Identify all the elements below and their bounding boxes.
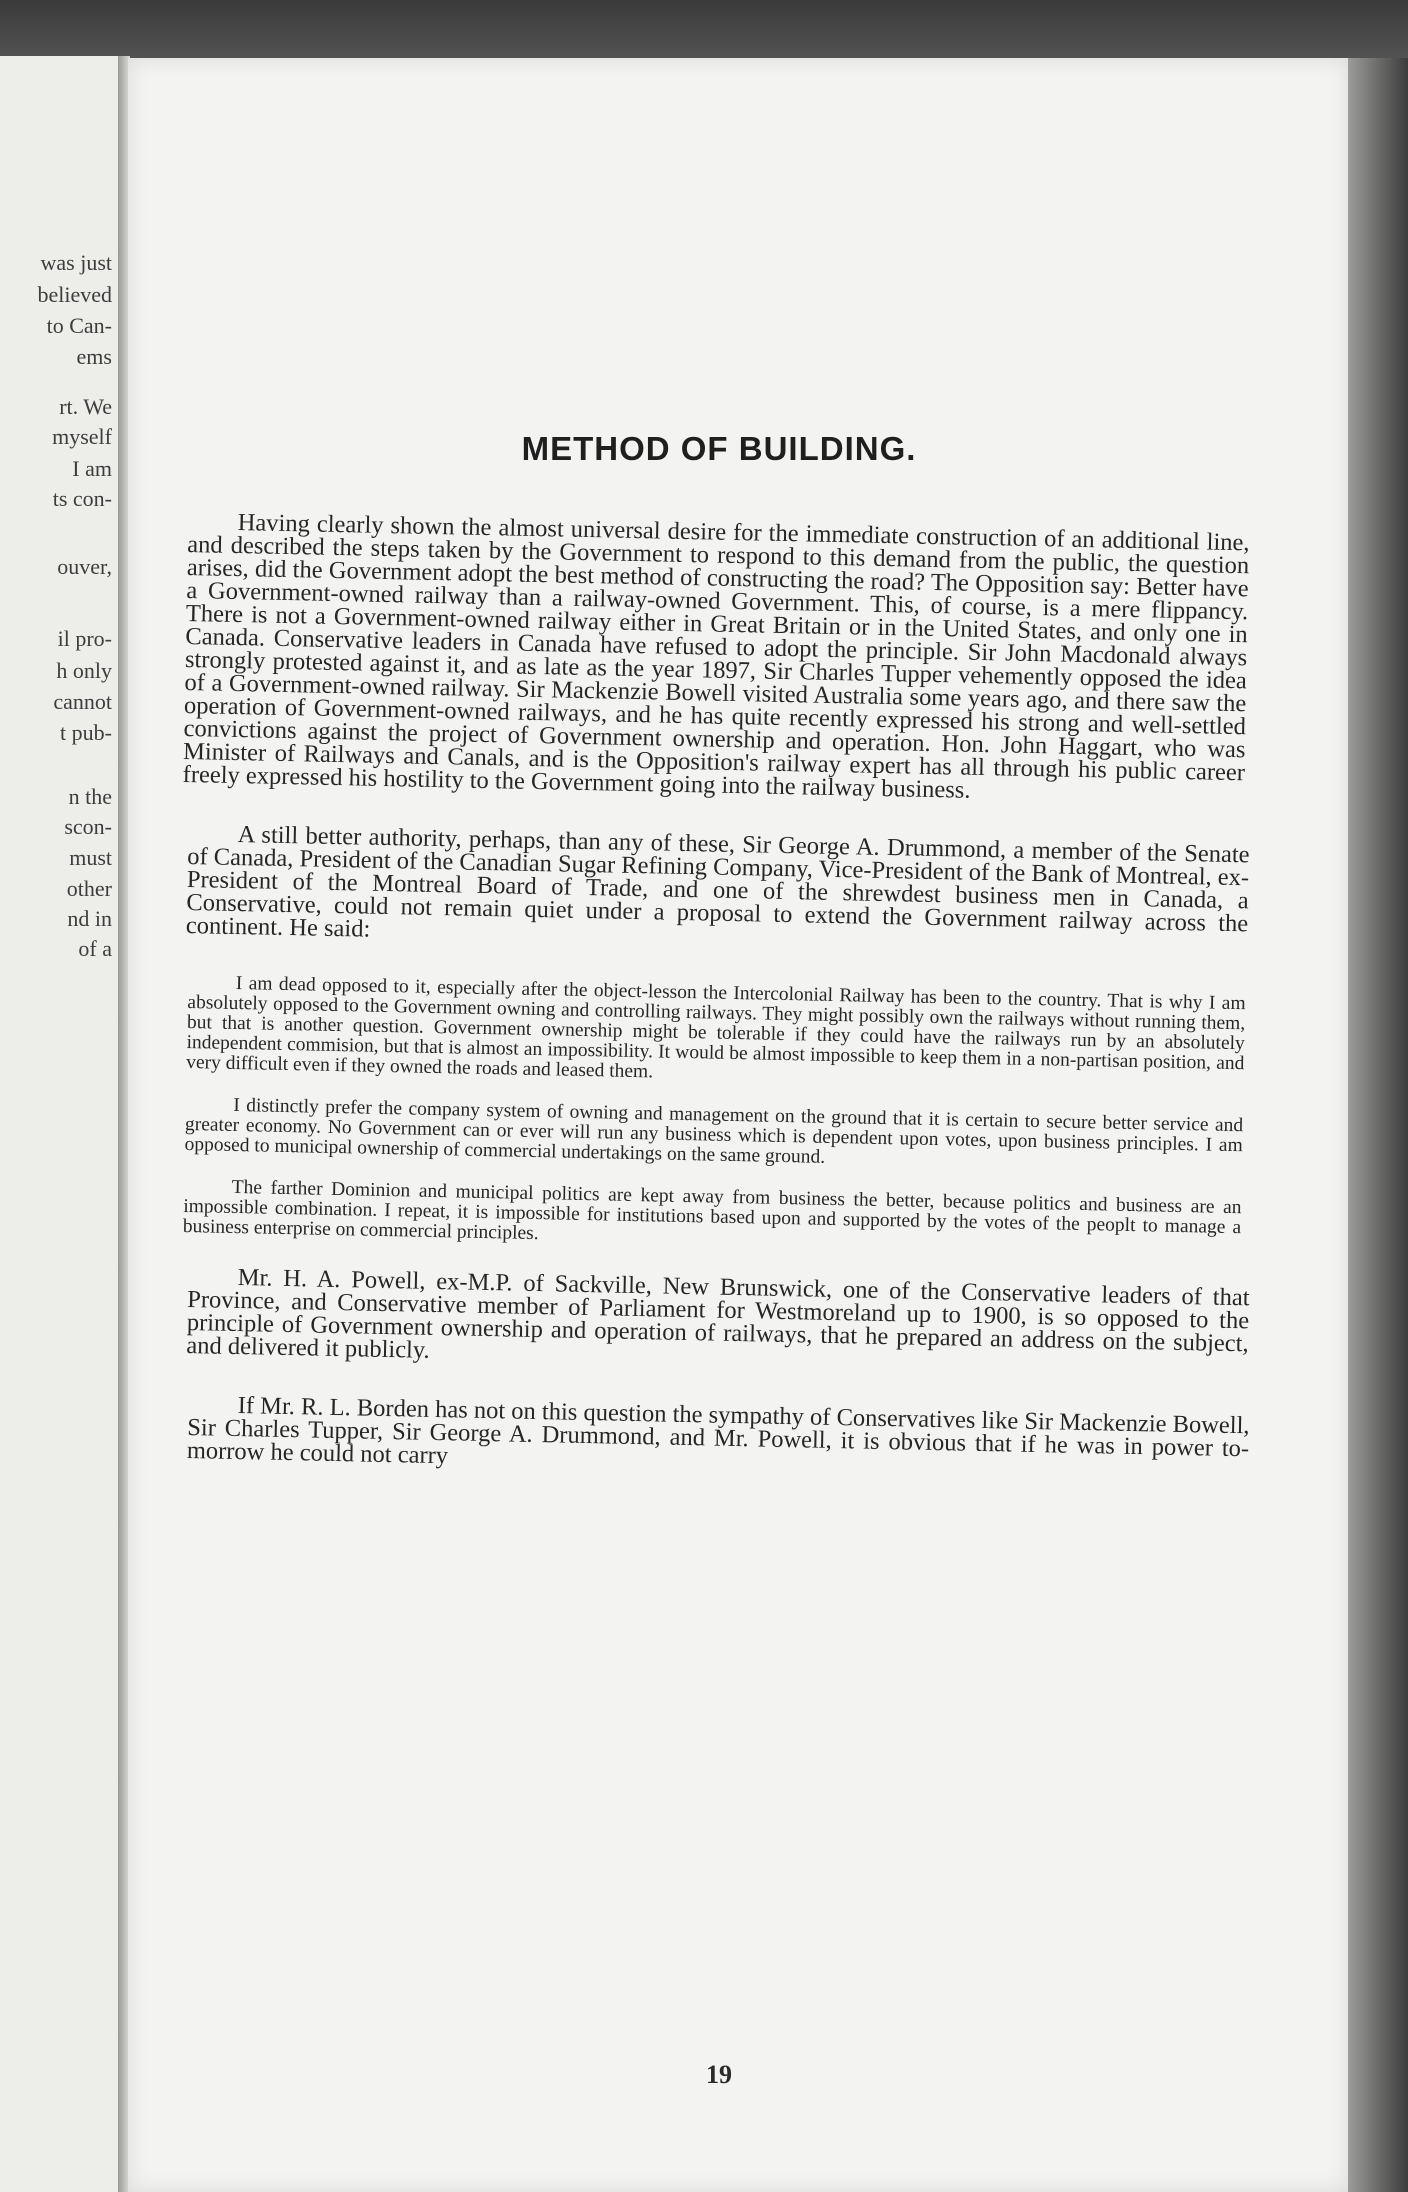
right-page-edge xyxy=(1348,58,1408,2192)
left-page-line: myself xyxy=(52,424,112,449)
paragraph-borden: If Mr. R. L. Borden has not on this question the sympathy of Conservatives like Sir Mackenzie Bowell, Sir Charles Tupper, Sir George A. Drummond, and Mr. Powell, it is obvious that if he was in power to-morrow he could not carry xyxy=(186,1392,1250,1470)
left-page-line: other xyxy=(66,876,112,901)
drummond-quotation xyxy=(183,973,1250,1258)
paragraph-intro: Having clearly shown the almost universal desire for the immediate construction of an additional line, and described the steps taken by the Government to respond to this demand from the public, the question arises, did the Government adopt the best method of constructing the road? The Opposition say: Better have a Government-owned railway than a railway-owned Government. This, of course, is a mere flippancy. There is not a Government-owned railway either in Great Britain or in the United States, and only one in Canada. Conservative leaders in Canada have refused to adopt the principle. Sir John Macdonald always strongly protested against it, and as late as the year 1897, Sir Charles Tupper vehemently opposed the idea of a Government-owned railway. Sir Mackenzie Bowell visited Australia some years ago, and there saw the operation of Government-owned railways, and he has quite recently expressed his strong and well-settled convictions against the project of Government ownership and operation. Hon. John Haggart, who was Minister of Railways and Canals, and is the Opposition's railway expert has all through his public career freely expressed his hostility to the Government going into the railway business. xyxy=(182,509,1250,804)
paragraph-powell: Mr. H. A. Powell, ex-M.P. of Sackville, New Brunswick, one of the Conservative leaders of that Province, and Conservative member of Parliament for Westmoreland up to 1900, is so opposed to the principle of Government ownership and operation of railways, that he prepared an address on the subject, and delivered it publicly. xyxy=(186,1264,1250,1364)
page-content xyxy=(182,430,1250,2089)
left-page-line: I am xyxy=(72,456,112,481)
page-number: 19 xyxy=(706,2060,732,2089)
left-page-line: ouver, xyxy=(57,554,112,579)
left-page-line: nd in xyxy=(67,906,112,931)
left-page-line: ts con- xyxy=(52,486,112,511)
quote-paragraph: I distinctly prefer the company system of owning and management on the ground that it is certain to secure better service and greater economy. No Government can or ever will run any business which is dependent upon votes, upon business principles. I am opposed to municipal ownership of commercial undertakings on the same ground. xyxy=(184,1094,1244,1168)
left-page-line: believed xyxy=(37,282,112,307)
quote-paragraph: I am dead opposed to it, especially after the object-lesson the Intercolonial Railway has been to the country. That is why I am absolutely opposed to the Government owning and controlling railways. They might possibly own the railways without running them, but that is another question. Government ownership might be tolerable if they could have the railways run by an absolutely independent commision, but that is almost an impossibility. It would be almost impossible to keep them in a non-partisan position, and very difficult even if they owned the roads and leased them. xyxy=(185,972,1246,1083)
left-page-line: rt. We xyxy=(59,394,112,419)
left-page-line: must xyxy=(69,845,112,870)
left-page-line: il pro- xyxy=(57,626,112,651)
left-page-line: was just xyxy=(40,250,112,275)
left-page-line: cannot xyxy=(53,689,112,714)
left-page-line: scon- xyxy=(64,814,112,839)
page-19 xyxy=(128,58,1348,2192)
left-page-line: t pub- xyxy=(60,720,112,745)
page-title: METHOD OF BUILDING. xyxy=(521,430,917,467)
left-page-line: n the xyxy=(68,784,112,809)
left-page-line: of a xyxy=(78,936,112,961)
paragraph-drummond: A still better authority, perhaps, than any of these, Sir George A. Drummond, a member of the Senate of Canada, President of the Canadian Sugar Refining Company, Vice-President of the Bank of Montreal, ex-President of the Montreal Board of Trade, and one of the shrewdest business men in Canada, a Conservative, could not remain quiet under a proposal to extend the Government railway across the continent. He said: xyxy=(185,821,1250,943)
quote-paragraph: The farther Dominion and municipal politics are kept away from business the better, because politics and business are an impossible combination. I repeat, it is impossible for institutions based upon and supported by the votes of the peoplt to manage a business enterprise on commercial principles. xyxy=(182,1176,1242,1245)
left-page-line: to Can- xyxy=(46,313,112,338)
left-page-line: h only xyxy=(56,658,112,683)
left-page-fragment xyxy=(0,56,120,2192)
top-shadow xyxy=(0,0,1408,64)
left-page-line: ems xyxy=(76,344,112,369)
